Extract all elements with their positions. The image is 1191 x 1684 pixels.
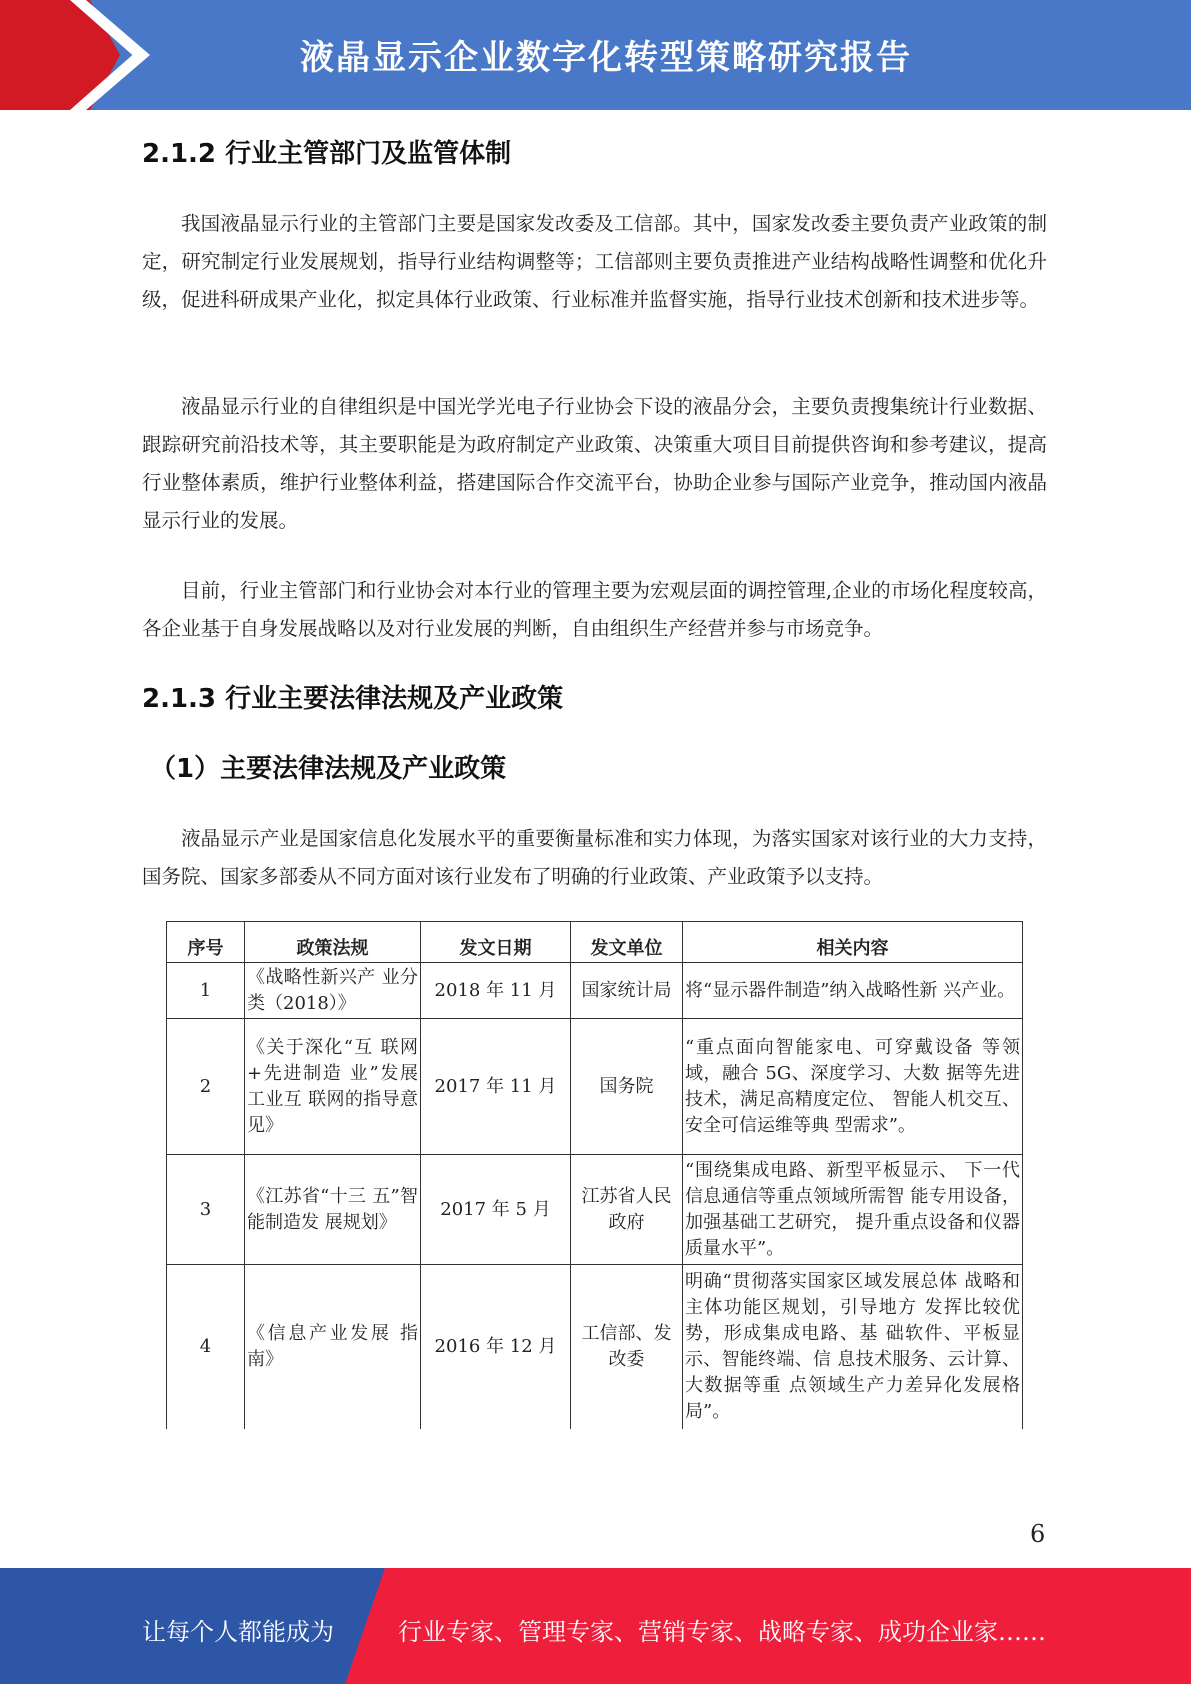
paragraph-4: 液晶显示产业是国家信息化发展水平的重要衡量标准和实力体现，为落实国家对该行业的大力支持，国务院、国家多部委从不同方面对该行业发布了明确的行业政策、产业政策予以支持。 (142, 827, 1047, 888)
table-row (167, 963, 1023, 1019)
cell-policy: 《江苏省“十三 五”智能制造发 展规划》 (245, 1155, 421, 1265)
table-row (167, 1019, 1023, 1155)
table-row (167, 1265, 1023, 1429)
cell-content: 明确“贯彻落实国家区域发展总体 战略和主体功能区规划，引导地方 发挥比较优势，形成集成电路、基 础软件、平板显示、智能终端、信 息技术服务、云计算、大数据等重 点领域生产力差异化发展格局”。 (683, 1265, 1023, 1429)
page-number: 6 (1030, 1520, 1046, 1548)
cell-policy: 《信息产业发展 指南》 (245, 1265, 421, 1429)
footer-slogan-left: 让每个人都能成为 (142, 1618, 334, 1646)
cell-index: 3 (167, 1155, 245, 1265)
cell-index: 1 (167, 963, 245, 1019)
cell-content: “重点面向智能家电、可穿戴设备 等领域，融合 5G、深度学习、大数 据等先进技术，满足高精度定位、 智能人机交互、安全可信运维等典 型需求”。 (683, 1019, 1023, 1155)
cell-date: 2016 年 12 月 (421, 1265, 571, 1429)
col-header-index: 序号 (167, 922, 245, 963)
cell-issuer: 江苏省人民政府 (571, 1155, 683, 1265)
policy-table (166, 921, 1023, 1429)
section-heading-2-1-3: 2.1.3 行业主要法律法规及产业政策 (142, 684, 564, 714)
cell-issuer: 工信部、发改委 (571, 1265, 683, 1429)
cell-index: 2 (167, 1019, 245, 1155)
cell-date: 2017 年 5 月 (421, 1155, 571, 1265)
cell-content: “围绕集成电路、新型平板显示、 下一代信息通信等重点领域所需智 能专用设备，加强基础工艺研究， 提升重点设备和仪器质量水平”。 (683, 1155, 1023, 1265)
cell-issuer: 国家统计局 (571, 963, 683, 1019)
col-header-policy: 政策法规 (245, 922, 421, 963)
cell-issuer: 国务院 (571, 1019, 683, 1155)
paragraph-1: 我国液晶显示行业的主管部门主要是国家发改委及工信部。其中，国家发改委主要负责产业政策的制定，研究制定行业发展规划，指导行业结构调整等；工信部则主要负责推进产业结构战略性调整和优化升级，促进科研成果产业化，拟定具体行业政策、行业标准并监督实施，指导行业技术创新和技术进步等。 (142, 212, 1047, 311)
col-header-content: 相关内容 (683, 922, 1023, 963)
section-heading-2-1-2: 2.1.2 行业主管部门及监管体制 (142, 139, 512, 169)
cell-date: 2018 年 11 月 (421, 963, 571, 1019)
footer-slogan-right: 行业专家、管理专家、营销专家、战略专家、成功企业家…… (398, 1618, 1046, 1646)
paragraph-2: 液晶显示行业的自律组织是中国光学光电子行业协会下设的液晶分会，主要负责搜集统计行业数据、跟踪研究前沿技术等，其主要职能是为政府制定产业政策、决策重大项目目前提供咨询和参考建议，提高行业整体素质，维护行业整体利益，搭建国际合作交流平台，协助企业参与国际产业竞争，推动国内液晶显示行业的发展。 (142, 395, 1047, 532)
table-header-row (167, 922, 1023, 963)
cell-policy: 《战略性新兴产 业分类（2018）》 (245, 963, 421, 1019)
cell-policy: 《关于深化“互 联网+先进制造 业”发展工业互 联网的指导意 见》 (245, 1019, 421, 1155)
cell-index: 4 (167, 1265, 245, 1429)
cell-content: 将“显示器件制造”纳入战略性新 兴产业。 (683, 963, 1023, 1019)
col-header-issuer: 发文单位 (571, 922, 683, 963)
report-title: 液晶显示企业数字化转型策略研究报告 (300, 38, 912, 78)
table-row (167, 1155, 1023, 1265)
sub-heading-1: （1）主要法律法规及产业政策 (150, 754, 507, 784)
paragraph-3: 目前，行业主管部门和行业协会对本行业的管理主要为宏观层面的调控管理,企业的市场化程度较高，各企业基于自身发展战略以及对行业发展的判断，自由组织生产经营并参与市场竞争。 (142, 579, 1047, 640)
col-header-date: 发文日期 (421, 922, 571, 963)
cell-date: 2017 年 11 月 (421, 1019, 571, 1155)
